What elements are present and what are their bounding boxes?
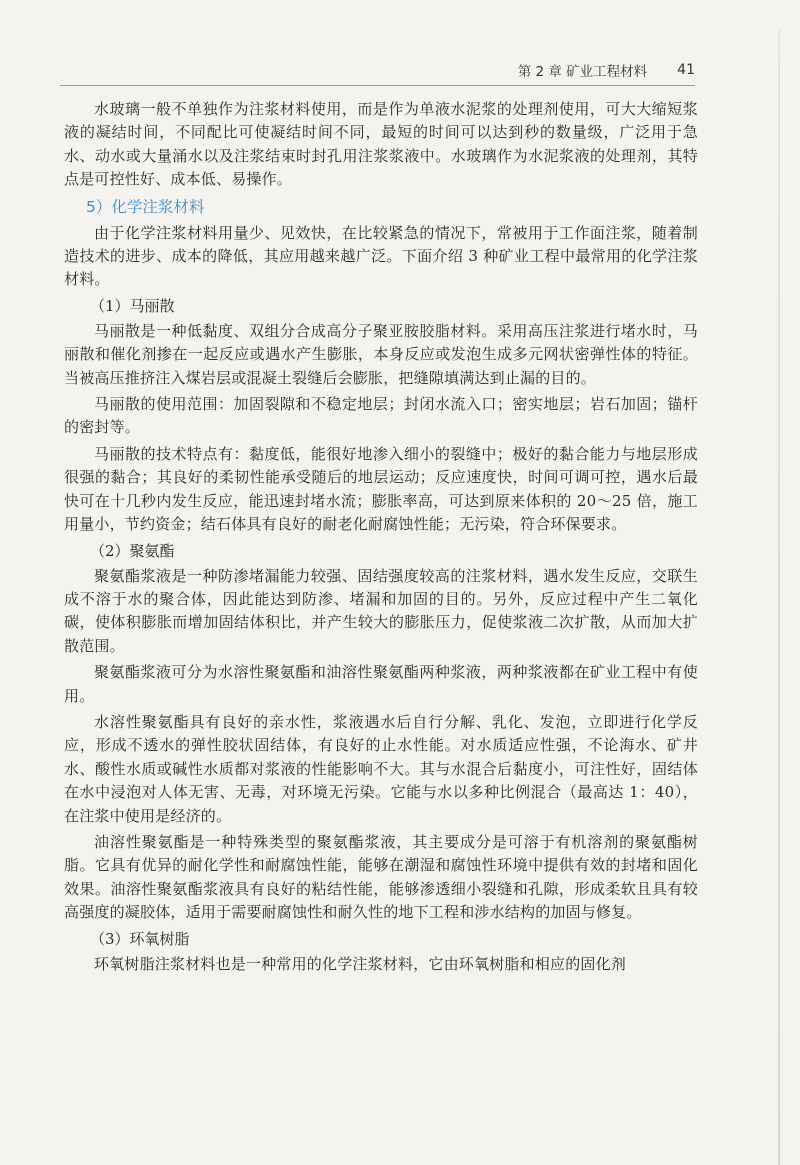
paragraph: 聚氨酯浆液可分为水溶性聚氨酯和油溶性聚氨酯两种浆液，两种浆液都在矿业工程中有使用。	[64, 663, 698, 705]
page-edge-shadow	[778, 30, 780, 1165]
paragraph: 由于化学注浆材料用量少、见效快，在比较紧急的情况下，常被用于工作面注浆，随着制造技术的进步、成本的降低，其应用越来越广泛。下面介绍 3 种矿业工程中最常用的化学注浆材料。	[64, 223, 698, 289]
subsection-heading: （3）环氧树脂	[90, 929, 190, 948]
paragraph: 环氧树脂注浆材料也是一种常用的化学注浆材料，它由环氧树脂和相应的固化剂	[94, 954, 627, 973]
section-heading: 5）化学注浆材料	[86, 197, 205, 216]
page-body	[64, 98, 698, 979]
paragraph: 马丽散的使用范围：加固裂隙和不稳定地层；封闭水流入口；密实地层；岩石加固；锚杆的密封等。	[64, 395, 698, 437]
chapter-title: 第 2 章 矿业工程材料	[517, 64, 648, 80]
page-header	[60, 55, 695, 86]
paragraph: 聚氨酯浆液是一种防渗堵漏能力较强、固结强度较高的注浆材料，遇水发生反应，交联生成不溶于水的聚合体，因此能达到防渗、堵漏和加固的目的。另外，反应过程中产生二氧化碳，使体积膨胀而增加固结体积比，并产生较大的膨胀压力，促使浆液二次扩散，从而加大扩散范围。	[64, 566, 698, 655]
paragraph: 马丽散的技术特点有：黏度低，能很好地渗入细小的裂缝中；极好的黏合能力与地层形成很强的黏合；其良好的柔韧性能承受随后的地层运动；反应速度快，时间可调可控，遇水后最快可在十几秒内发生反应，能迅速封堵水流；膨胀率高，可达到原来体积的 20～25 倍，施工用量小，节约资金；结石体具有良好的耐老化耐腐蚀性能；无污染，符合环保要求。	[64, 444, 698, 534]
paragraph: 水玻璃一般不单独作为注浆材料使用，而是作为单液水泥浆的处理剂使用，可大大缩短浆液的凝结时间，不同配比可使凝结时间不同，最短的时间可以达到秒的数量级，广泛用于急水、动水或大量涌水以及注浆结束时封孔用注浆浆液中。水玻璃作为水泥浆液的处理剂，其特点是可控性好、成本低、易操作。	[64, 100, 698, 189]
subsection-heading: （1）马丽散	[90, 296, 175, 315]
paragraph: 水溶性聚氨酯具有良好的亲水性，浆液遇水后自行分解、乳化、发泡，立即进行化学反应，形成不透水的弹性胶状固结体，有良好的止水性能。对水质适应性强，不论海水、矿井水、酸性水质或碱性水质都对浆液的性能影响不大。其与水混合后黏度小，可注性好，固结体在水中浸泡对人体无害、无毒，对环境无污染。它能与水以多种比例混合（最高达 1：40），在注浆中使用是经济的。	[64, 712, 698, 825]
paragraph: 油溶性聚氨酯是一种特殊类型的聚氨酯浆液，其主要成分是可溶于有机溶剂的聚氨酯树脂。它具有优异的耐化学性和耐腐蚀性能，能够在潮湿和腐蚀性环境中提供有效的封堵和固化效果。油溶性聚氨酯浆液具有良好的粘结性能，能够渗透细小裂缝和孔隙，形成柔软且具有较高强度的凝胶体，适用于需要耐腐蚀性和耐久性的地下工程和涉水结构的加固与修复。	[64, 832, 698, 922]
paragraph: 马丽散是一种低黏度、双组分合成高分子聚亚胺胶脂材料。采用高压注浆进行堵水时，马丽散和催化剂掺在一起反应或遇水产生膨胀，本身反应或发泡生成多元网状密弹性体的特征。当被高压推挤注入煤岩层或混凝土裂缝后会膨胀，把缝隙填满达到止漏的目的。	[64, 321, 698, 387]
subsection-heading: （2）聚氨酯	[90, 541, 175, 560]
page-number: 41	[677, 62, 695, 78]
